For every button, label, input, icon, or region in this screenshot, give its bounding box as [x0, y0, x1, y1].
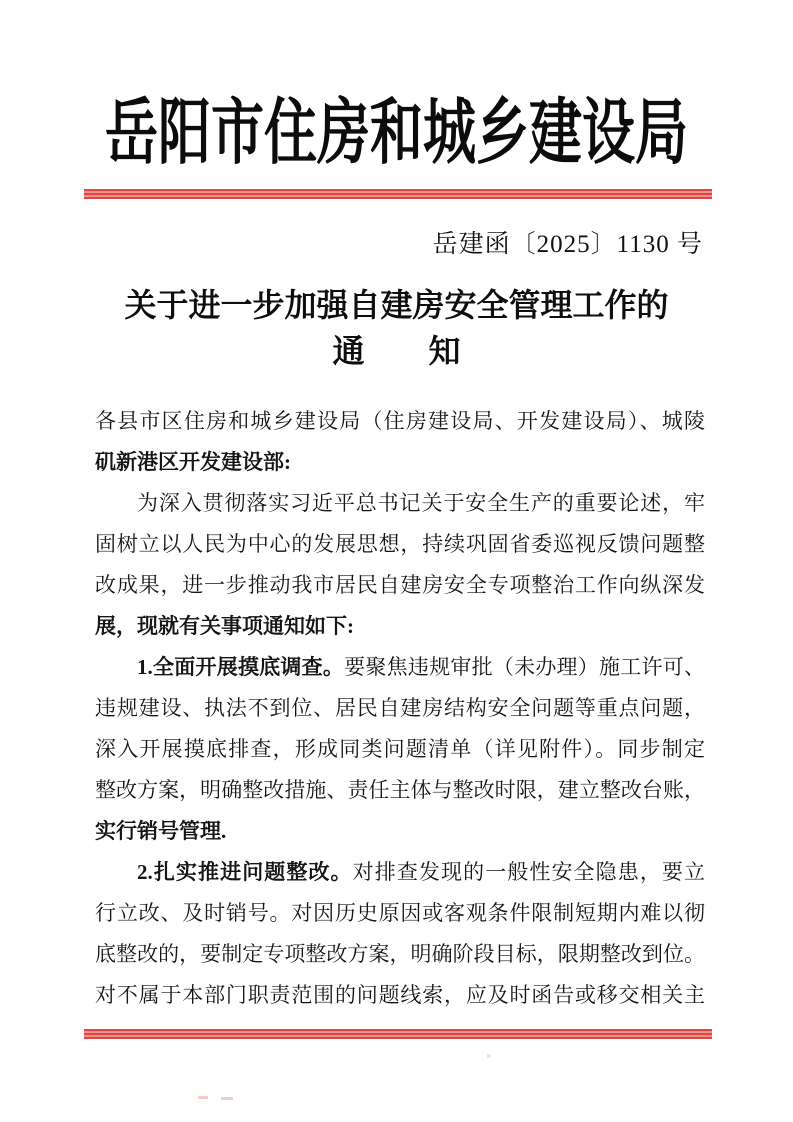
document-text-line: 为深入贯彻落实习近平总书记关于安全生产的重要论述，牢: [137, 491, 705, 515]
document-text-line: 整改方案，明确整改措施、责任主体与整改时限，建立整改台账，: [95, 778, 705, 802]
document-text-line: 违规建设、执法不到位、居民自建房结构安全问题等重点问题，: [95, 696, 705, 720]
document-body: [95, 401, 705, 1016]
document-text-line: 2.扎实推进问题整改。对排查发现的一般性安全隐患，要立: [137, 860, 706, 884]
document-text-line: 实行销号管理.: [95, 819, 227, 843]
document-text-line: 改成果，进一步推动我市居民自建房安全专项整治工作向纵深发: [95, 573, 705, 597]
document-title-line1: 关于进一步加强自建房安全管理工作的: [124, 287, 669, 323]
document-text-line: 展，现就有关事项通知如下:: [95, 614, 354, 638]
document-text-line: 深入开展摸底排查，形成同类问题清单（详见附件）。同步制定: [95, 737, 705, 761]
document-text-line: 行立改、及时销号。对因历史原因或客观条件限制短期内难以彻: [95, 901, 705, 925]
scan-artifact-speck: [221, 1097, 233, 1100]
document-text-line: 各县市区住房和城乡建设局（住房建设局、开发建设局）、城陵: [95, 409, 705, 433]
document-text-line: 固树立以人民为中心的发展思想，持续巩固省委巡视反馈问题整: [95, 532, 705, 556]
agency-letterhead-title: 岳阳市住房和城乡建设局: [105, 94, 688, 174]
scan-artifact-speck: [198, 1096, 208, 1099]
scan-artifact-speck: [487, 1054, 491, 1058]
document-text-line: 对不属于本部门职责范围的问题线索，应及时函告或移交相关主: [95, 983, 705, 1007]
footer-divider-rule: [84, 1029, 712, 1039]
document-title-line2: 通 知: [332, 333, 461, 369]
document-number: 岳建函〔2025〕1130 号: [432, 231, 703, 258]
document-text-line: 矶新港区开发建设部:: [95, 450, 291, 474]
document-text-line: 底整改的，要制定专项整改方案，明确阶段目标，限期整改到位。: [95, 942, 705, 966]
document-text-line: 1.全面开展摸底调查。要聚焦违规审批（未办理）施工许可、: [137, 655, 706, 679]
letterhead-divider-rule: [84, 189, 712, 199]
